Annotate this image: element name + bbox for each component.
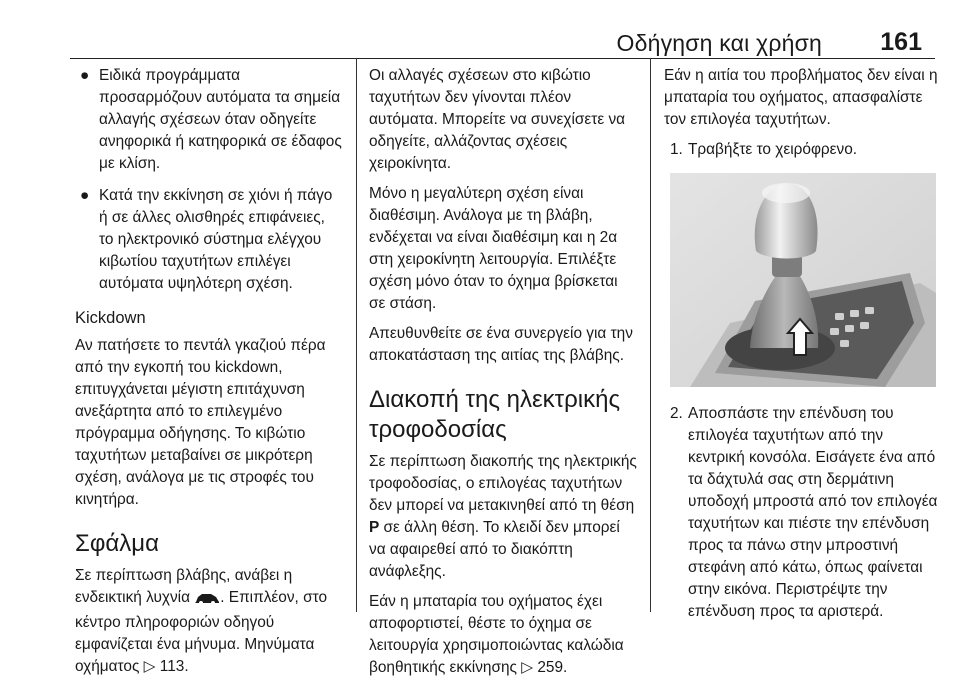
step-item bbox=[664, 139, 940, 161]
page-number: 161 bbox=[880, 28, 922, 56]
power-interrupt-heading: Διακοπή της ηλεκτρικής τροφοδοσίας bbox=[369, 386, 621, 443]
car-gearbox-fault-icon bbox=[194, 590, 220, 612]
bullet-text: Κατά την εκκίνηση σε χιόνι ή πάγο ή σε άλλες ολισθηρές επιφάνειες, το ηλεκτρονικό σύστημα ελέγχου κιβωτίου ταχυτήτων επιλέγει αυτόματα υψηλότερη σχέση. bbox=[99, 187, 333, 292]
step-text: Τραβήξτε το χειρόφρενο. bbox=[688, 141, 858, 158]
bullet-item bbox=[75, 65, 343, 175]
column-1 bbox=[75, 65, 343, 686]
fault-text-1: Σε περίπτωση βλάβης, ανάβει η ενδεικτική λυχνία bbox=[75, 567, 293, 606]
column-divider-2 bbox=[650, 58, 651, 612]
column-3 bbox=[664, 65, 940, 631]
reference-arrow-icon: ▷ bbox=[521, 659, 534, 676]
park-position-label: P bbox=[369, 519, 380, 536]
paragraph: Απευθυνθείτε σε ένα συνεργείο για την αποκατάσταση της αιτίας της βλάβης. bbox=[369, 325, 633, 364]
step-number: 1. bbox=[670, 141, 683, 158]
p5-text: Εάν η μπαταρία του οχήματος έχει αποφορτιστεί, θέστε το όχημα σε λειτουργία χρησιμοποιώντας καλώδια βοηθητικής εκκίνησης bbox=[369, 593, 624, 676]
fault-heading: Σφάλμα bbox=[75, 530, 159, 557]
paragraph: Οι αλλαγές σχέσεων στο κιβώτιο ταχυτήτων δεν γίνονται πλέον αυτόματα. Μπορείτε να συνεχίσετε να οδηγείτε, αλλάζοντας σχέσεις χειροκίνητα. bbox=[369, 67, 626, 172]
fault-page-ref[interactable]: 113. bbox=[159, 658, 189, 675]
paragraph bbox=[369, 451, 637, 583]
kickdown-paragraph: Αν πατήσετε το πεντάλ γκαζιού πέρα από την εγκοπή του kickdown, επιτυγχάνεται μέγιστη επιτάχυνση ανεξάρτητα από το επιλεγμένο πρόγραμμα οδήγησης. Το κιβώτιο ταχυτήτων μεταβαίνει σε μικρότερη σχέση, ανάλογα με τις στροφές του κινητήρα. bbox=[75, 337, 326, 508]
step-number: 2. bbox=[670, 405, 683, 422]
column-2 bbox=[369, 65, 637, 687]
p4-text-b: σε άλλη θέση. Το κλειδί δεν μπορεί να αφαιρεθεί από το διακόπτη ανάφλεξης. bbox=[369, 519, 620, 580]
fault-paragraph bbox=[75, 565, 343, 678]
paragraph bbox=[369, 591, 637, 679]
kickdown-heading: Kickdown bbox=[75, 309, 146, 327]
intro-paragraph: Εάν η αιτία του προβλήματος δεν είναι η μπαταρία του οχήματος, απασφαλίστε τον επιλογέα ταχυτήτων. bbox=[664, 67, 938, 128]
p4-text-a: Σε περίπτωση διακοπής της ηλεκτρικής τροφοδοσίας, ο επιλογέας ταχυτήτων δεν μπορεί να μετακινηθεί από τη θέση bbox=[369, 453, 637, 514]
step-item bbox=[664, 403, 940, 623]
bullet-item bbox=[75, 185, 343, 295]
paragraph: Μόνο η μεγαλύτερη σχέση είναι διαθέσιμη. Ανάλογα με τη βλάβη, ενδέχεται να είναι διαθέσιμη και η 2α στη χειροκίνητη λειτουργία. Επιλέξτε σχέση μόνο όταν το όχημα βρίσκεται σε στάση. bbox=[369, 185, 618, 312]
bullet-dot: ● bbox=[80, 187, 90, 204]
step-text: Αποσπάστε την επένδυση του επιλογέα ταχυτήτων από την κεντρική κονσόλα. Εισάγετε ένα από τα δάχτυλά σας στη δερμάτινη υποδοχή μπροστά από τον επιλογέα ταχυτήτων και πιέστε την επένδυση προς τα πάνω στην μπροστινή στεφάνη από κάτω, όπως φαίνεται στην εικόνα. Περιστρέψτε την επένδυση προς τα αριστερά. bbox=[688, 405, 938, 620]
bullet-text: Ειδικά προγράμματα προσαρμόζουν αυτόματα τα σημεία αλλαγής σχέσεων όταν οδηγείτε ανηφορικά ή κατηφορικά σε έδαφος με κλίση. bbox=[99, 67, 342, 172]
gear-selector-illustration bbox=[670, 173, 936, 387]
reference-arrow-icon: ▷ bbox=[143, 658, 156, 675]
header-rule bbox=[70, 58, 935, 59]
fault-text-2: . Επιπλέον, στο κέντρο πληροφοριών οδηγού εμφανίζεται ένα μήνυμα. Μηνύματα οχήματος bbox=[75, 589, 328, 675]
header-title: Οδήγηση και χρήση bbox=[616, 30, 822, 56]
column-divider-1 bbox=[356, 58, 357, 612]
bullet-dot: ● bbox=[80, 67, 90, 84]
jump-start-page-ref[interactable]: 259. bbox=[537, 659, 568, 676]
